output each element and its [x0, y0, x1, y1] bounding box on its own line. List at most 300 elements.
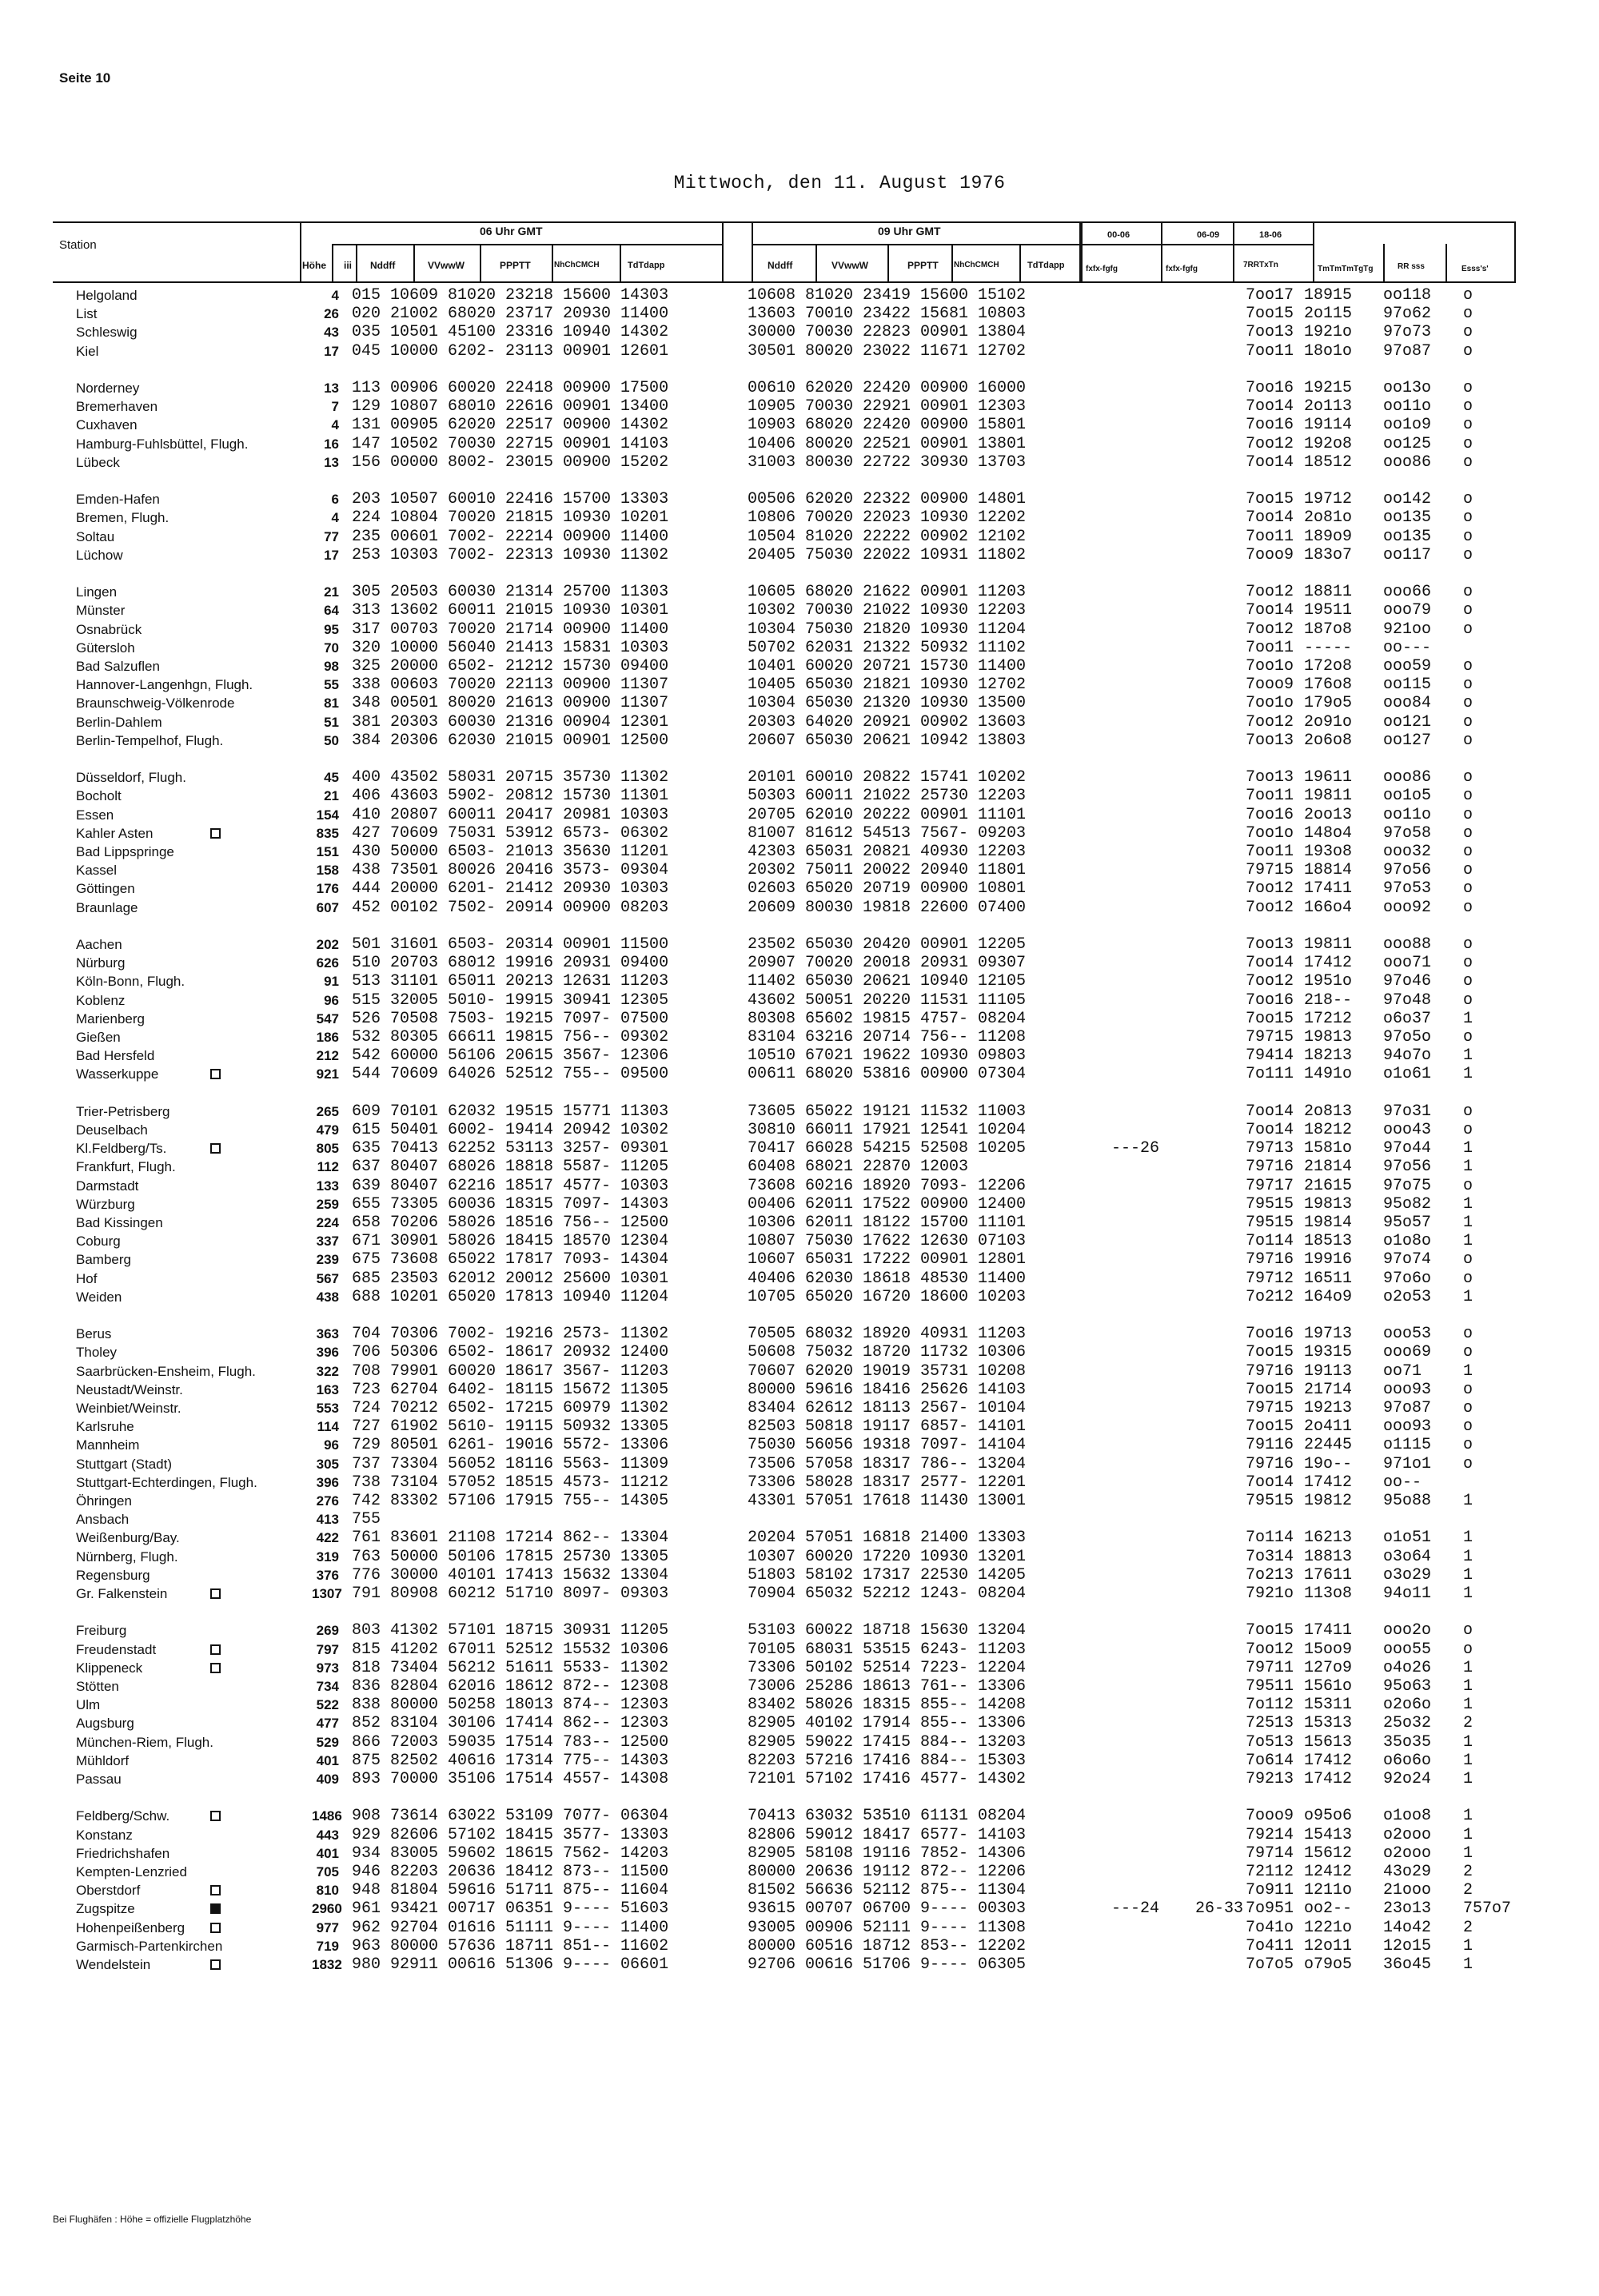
precipitation-group: 95o63 — [1383, 1677, 1432, 1696]
obs-09-values: 70105 68031 53515 6243- 11203 — [748, 1640, 1027, 1659]
sunshine-group: 1 — [1463, 1844, 1473, 1863]
station-height: 50 — [324, 733, 339, 748]
precipitation-group: ooo43 — [1383, 1121, 1432, 1139]
extra-18-06: 7o213 — [1246, 1566, 1294, 1584]
station-name: Bad Salzuflen — [76, 659, 160, 674]
station-name: Marienberg — [76, 1011, 145, 1026]
station-name: Weiden — [76, 1290, 122, 1305]
table-row — [0, 787, 1599, 805]
table-row — [0, 824, 1599, 843]
obs-06-values: 400 43502 58031 20715 35730 11302 — [352, 768, 669, 787]
obs-09-values: 10605 68020 21622 00901 11203 — [748, 583, 1027, 601]
extra-18-06: 7oo12 — [1246, 1640, 1294, 1659]
station-height: 163 — [316, 1382, 339, 1397]
sunshine-group: 1 — [1463, 1065, 1473, 1083]
obs-06-values: 776 30000 40101 17413 15632 13304 — [352, 1566, 669, 1584]
sunshine-group: 1 — [1463, 1733, 1473, 1752]
temperature-group: 193o8 — [1304, 843, 1353, 861]
station-height: 269 — [316, 1623, 339, 1638]
open-square-icon — [210, 1959, 221, 1970]
table-row — [0, 1214, 1599, 1232]
station-name: Klippeneck — [76, 1660, 143, 1676]
precipitation-group: oo135 — [1383, 528, 1432, 546]
table-row — [0, 972, 1599, 991]
temperature-group: 192o8 — [1304, 435, 1353, 453]
obs-09-values: 23502 65030 20420 00901 12205 — [748, 935, 1027, 954]
extra-18-06: 7oo14 — [1246, 453, 1294, 472]
station-height: 337 — [316, 1234, 339, 1249]
table-row — [0, 1102, 1599, 1121]
station-name: Bad Lippspringe — [76, 844, 174, 859]
extra-18-06: 7o911 — [1246, 1881, 1294, 1899]
temperature-group: 1211o — [1304, 1881, 1353, 1899]
station-height: 239 — [316, 1252, 339, 1267]
temperature-group: 172o8 — [1304, 657, 1353, 676]
obs-09-values: 20303 64020 20921 00902 13603 — [748, 713, 1027, 731]
obs-09-values: 10510 67021 19622 10930 09803 — [748, 1046, 1027, 1065]
station-name: Aachen — [76, 937, 122, 952]
table-row — [0, 620, 1599, 639]
table-row — [0, 1028, 1599, 1046]
temperature-group: 17611 — [1304, 1566, 1353, 1584]
obs-09-values: 43301 57051 17618 11430 13001 — [748, 1492, 1027, 1510]
obs-09-values: 10905 70030 22921 00901 12303 — [748, 397, 1027, 416]
obs-06-values: 791 80908 60212 51710 8097- 09303 — [352, 1584, 669, 1603]
station-name: Neustadt/Weinstr. — [76, 1382, 183, 1397]
sunshine-group: o — [1463, 583, 1473, 601]
table-row — [0, 954, 1599, 972]
station-height: 13 — [324, 381, 339, 396]
extra-18-06: 79713 — [1246, 1139, 1294, 1158]
extra-18-06: 7oo13 — [1246, 935, 1294, 954]
obs-09-values: 00406 62011 17522 00900 12400 — [748, 1195, 1027, 1214]
sunshine-group: o — [1463, 490, 1473, 508]
station-name: Weißenburg/Bay. — [76, 1530, 180, 1545]
station-height: 810 — [316, 1883, 339, 1898]
extra-18-06: 7oo15 — [1246, 1343, 1294, 1361]
station-height: 805 — [316, 1141, 339, 1156]
precipitation-group: ooo79 — [1383, 601, 1432, 620]
station-name: Essen — [76, 807, 114, 823]
station-name: Friedrichshafen — [76, 1846, 170, 1861]
extra-18-06: 7oo14 — [1246, 601, 1294, 620]
precipitation-group: 12o15 — [1383, 1937, 1432, 1955]
precipitation-group: ooo53 — [1383, 1325, 1432, 1343]
station-height: 607 — [316, 900, 339, 915]
table-row — [0, 1584, 1599, 1603]
station-height: 43 — [324, 325, 339, 340]
header-hoehe: Höhe — [302, 260, 326, 271]
station-height: 319 — [316, 1549, 339, 1565]
obs-06-values: 738 73104 57052 18515 4573- 11212 — [352, 1473, 669, 1492]
sunshine-group: 1 — [1463, 1139, 1473, 1158]
temperature-group: 19916 — [1304, 1250, 1353, 1269]
obs-09-values: 20101 60010 20822 15741 10202 — [748, 768, 1027, 787]
precipitation-group: oo115 — [1383, 676, 1432, 694]
extra-18-06: 7o7o5 — [1246, 1955, 1294, 1974]
temperature-group: 18813 — [1304, 1548, 1353, 1566]
obs-06-values: 427 70609 75031 53912 6573- 06302 — [352, 824, 669, 843]
obs-09-values: 51803 58102 17317 22530 14205 — [748, 1566, 1027, 1584]
obs-06-values: 510 20703 68012 19916 20931 09400 — [352, 954, 669, 972]
obs-06-values: 381 20303 60030 21316 00904 12301 — [352, 713, 669, 731]
obs-09-values: 80308 65602 19815 4757- 08204 — [748, 1010, 1027, 1028]
obs-06-values: 020 21002 68020 23717 20930 11400 — [352, 305, 669, 323]
obs-09-values: 75030 56056 19318 7097- 14104 — [748, 1436, 1027, 1454]
station-height: 112 — [317, 1159, 339, 1174]
header-06-col: Nddff — [370, 260, 396, 271]
sunshine-group: o — [1463, 1250, 1473, 1269]
station-height: 224 — [316, 1215, 339, 1230]
header-extra-col: fxfx-fgfg — [1086, 265, 1118, 273]
header-sep — [1445, 244, 1447, 281]
temperature-group: 19811 — [1304, 935, 1353, 954]
station-height: 4 — [331, 417, 339, 432]
sunshine-group: 1 — [1463, 1492, 1473, 1510]
precipitation-group: 14o42 — [1383, 1919, 1432, 1937]
extra-18-06: 7o513 — [1246, 1733, 1294, 1752]
table-row — [0, 1195, 1599, 1214]
precipitation-group: oo142 — [1383, 490, 1432, 508]
extra-18-06: 7oo16 — [1246, 1325, 1294, 1343]
extra-18-06: 7oo15 — [1246, 1417, 1294, 1436]
sunshine-group: 1 — [1463, 1807, 1473, 1825]
sunshine-group: o — [1463, 508, 1473, 527]
sunshine-group: o — [1463, 768, 1473, 787]
station-height: 1486 — [312, 1808, 342, 1824]
temperature-group: 19114 — [1304, 416, 1353, 434]
obs-09-values: 50702 62031 21322 50932 11102 — [748, 639, 1027, 657]
temperature-group: 18513 — [1304, 1232, 1353, 1250]
temperature-group: 2o113 — [1304, 397, 1353, 416]
temperature-group: 21814 — [1304, 1158, 1353, 1176]
station-name: Coburg — [76, 1234, 121, 1249]
table-row — [0, 935, 1599, 954]
obs-09-values: 73006 25286 18613 761-- 13306 — [748, 1677, 1027, 1696]
extra-18-06: 79213 — [1246, 1770, 1294, 1788]
station-name: Freudenstadt — [76, 1642, 157, 1657]
station-height: 77 — [324, 529, 339, 544]
table-row — [0, 1158, 1599, 1176]
sunshine-group: o — [1463, 416, 1473, 434]
precipitation-group: o1o8o — [1383, 1232, 1432, 1250]
obs-09-values: 73605 65022 19121 11532 11003 — [748, 1102, 1027, 1121]
station-height: 921 — [316, 1066, 339, 1082]
station-height: 55 — [324, 677, 339, 692]
footnote: Bei Flughäfen : Höhe = offizielle Flugplatzhöhe — [53, 2214, 252, 2225]
obs-09-values: 20204 57051 16818 21400 13303 — [748, 1529, 1027, 1547]
extra-18-06: 7921o — [1246, 1584, 1294, 1603]
temperature-group: 164o9 — [1304, 1288, 1353, 1306]
precipitation-group: oo1o5 — [1383, 787, 1432, 805]
extra-18-06: 7oo16 — [1246, 416, 1294, 434]
page-number: Seite 10 — [59, 70, 111, 86]
obs-09-values: 73506 57058 18317 786-- 13204 — [748, 1455, 1027, 1473]
precipitation-group: 97o73 — [1383, 323, 1432, 341]
station-name: Helgoland — [76, 288, 138, 303]
station-height: 567 — [316, 1271, 339, 1286]
extra-18-06: 7oo12 — [1246, 583, 1294, 601]
obs-09-values: 10304 65030 21320 10930 13500 — [748, 694, 1027, 712]
extra-18-06: 7o114 — [1246, 1232, 1294, 1250]
temperature-group: 19812 — [1304, 1492, 1353, 1510]
temperature-group: 179o5 — [1304, 694, 1353, 712]
extra-18-06: 7oo1o — [1246, 657, 1294, 676]
header-group-extra — [1081, 221, 1516, 283]
station-height: 17 — [324, 344, 339, 359]
obs-09-values: 70505 68032 18920 40931 11203 — [748, 1325, 1027, 1343]
obs-06-values: 688 10201 65020 17813 10940 11204 — [352, 1288, 669, 1306]
extra-18-06: 72112 — [1246, 1863, 1294, 1881]
station-name: Augsburg — [76, 1716, 134, 1731]
temperature-group: 18915 — [1304, 286, 1353, 305]
sunshine-group: 1 — [1463, 1548, 1473, 1566]
station-name: Soltau — [76, 529, 115, 544]
sunshine-group: o — [1463, 1640, 1473, 1659]
extra-18-06: 7oo14 — [1246, 954, 1294, 972]
sunshine-group: 1 — [1463, 1696, 1473, 1714]
obs-06-values: 235 00601 7002- 22214 00900 11400 — [352, 528, 669, 546]
sunshine-group: o — [1463, 453, 1473, 472]
obs-09-values: 10401 60020 20721 15730 11400 — [748, 657, 1027, 676]
precipitation-group: oo11o — [1383, 397, 1432, 416]
obs-06-values: 384 20306 62030 21015 00901 12500 — [352, 731, 669, 750]
obs-06-values: 338 00603 70020 22113 00900 11307 — [352, 676, 669, 694]
obs-06-values: 934 83005 59602 18615 7562- 14203 — [352, 1844, 669, 1863]
obs-09-values: 81007 81612 54513 7567- 09203 — [748, 824, 1027, 843]
station-height: 96 — [324, 993, 339, 1008]
obs-09-values: 10608 81020 23419 15600 15102 — [748, 286, 1027, 305]
station-name: Hamburg-Fuhlsbüttel, Flugh. — [76, 436, 249, 452]
temperature-group: 1221o — [1304, 1919, 1353, 1937]
obs-09-values: 43602 50051 20220 11531 11105 — [748, 991, 1027, 1010]
station-height: 7 — [331, 399, 339, 414]
sunshine-group: o — [1463, 1621, 1473, 1640]
station-name: Cuxhaven — [76, 417, 138, 432]
station-name: Emden-Hafen — [76, 492, 160, 507]
precipitation-group: o3o64 — [1383, 1548, 1432, 1566]
obs-09-values: 83402 58026 18315 855-- 14208 — [748, 1696, 1027, 1714]
precipitation-group: 97o74 — [1383, 1250, 1432, 1269]
station-name: Konstanz — [76, 1828, 133, 1843]
header-sep — [552, 244, 553, 281]
header-extra-col: fxfx-fgfg — [1166, 265, 1198, 273]
obs-06-values: 723 62704 6402- 18115 15672 11305 — [352, 1381, 669, 1399]
header-09-title: 09 Uhr GMT — [878, 225, 941, 237]
obs-06-values: 729 80501 6261- 19016 5572- 13306 — [352, 1436, 669, 1454]
obs-06-values: 961 93421 00717 06351 9---- 51603 — [352, 1899, 669, 1918]
station-height: 529 — [316, 1735, 339, 1750]
station-name: Bad Hersfeld — [76, 1048, 155, 1063]
temperature-group: 17412 — [1304, 954, 1353, 972]
station-name: Kiel — [76, 344, 99, 359]
station-height: 176 — [316, 881, 339, 896]
table-row — [0, 583, 1599, 601]
station-height: 401 — [316, 1846, 339, 1861]
station-height: 479 — [316, 1122, 339, 1138]
obs-09-values: 80000 59616 18416 25626 14103 — [748, 1381, 1027, 1399]
temperature-group: 1581o — [1304, 1139, 1353, 1158]
precipitation-group: 97o62 — [1383, 305, 1432, 323]
table-row — [0, 1010, 1599, 1028]
station-name: Stuttgart (Stadt) — [76, 1457, 172, 1472]
extra-00-06: ---26 — [1111, 1139, 1160, 1158]
temperature-group: 2o411 — [1304, 1417, 1353, 1436]
temperature-group: 218-- — [1304, 991, 1353, 1010]
extra-18-06: 7o111 — [1246, 1065, 1294, 1083]
station-name: Göttingen — [76, 881, 135, 896]
temperature-group: 12412 — [1304, 1863, 1353, 1881]
temperature-group: 17411 — [1304, 1621, 1353, 1640]
temperature-group: 15613 — [1304, 1733, 1353, 1752]
obs-09-values: 82806 59012 18417 6577- 14103 — [748, 1826, 1027, 1844]
obs-09-values: 30000 70030 22823 00901 13804 — [748, 323, 1027, 341]
obs-06-values: 045 10000 6202- 23113 00901 12601 — [352, 342, 669, 361]
header-sep — [1161, 221, 1162, 281]
obs-06-values: 609 70101 62032 19515 15771 11303 — [352, 1102, 669, 1121]
precipitation-group: oo118 — [1383, 286, 1432, 305]
precipitation-group: ooo86 — [1383, 768, 1432, 787]
header-extra-col: Esss's' — [1461, 265, 1489, 273]
table-row — [0, 601, 1599, 620]
header-sep — [887, 244, 889, 281]
obs-09-values: 10406 80020 22521 00901 13801 — [748, 435, 1027, 453]
obs-06-values: 035 10501 45100 23316 10940 14302 — [352, 323, 669, 341]
station-height: 626 — [316, 955, 339, 971]
table-row — [0, 1899, 1599, 1918]
obs-09-values: 20302 75011 20022 20940 11801 — [748, 861, 1027, 879]
sunshine-group: o — [1463, 546, 1473, 564]
obs-06-values: 818 73404 56212 51611 5533- 11302 — [352, 1659, 669, 1677]
station-name: Gießen — [76, 1030, 121, 1045]
obs-06-values: 501 31601 6503- 20314 00901 11500 — [352, 935, 669, 954]
station-name: Zugspitze — [76, 1901, 135, 1916]
table-row — [0, 1455, 1599, 1473]
obs-06-values: 325 20000 6502- 21212 15730 09400 — [352, 657, 669, 676]
table-row — [0, 676, 1599, 694]
precipitation-group: 95o57 — [1383, 1214, 1432, 1232]
station-name: Braunlage — [76, 900, 138, 915]
extra-18-06: 79716 — [1246, 1362, 1294, 1381]
temperature-group: 18811 — [1304, 583, 1353, 601]
extra-18-06: 79515 — [1246, 1492, 1294, 1510]
precipitation-group: 23o13 — [1383, 1899, 1432, 1918]
station-name: Öhringen — [76, 1493, 132, 1509]
table-row — [0, 1492, 1599, 1510]
obs-09-values: 42303 65031 20821 40930 12203 — [748, 843, 1027, 861]
obs-06-values: 348 00501 80020 21613 00900 11307 — [352, 694, 669, 712]
obs-09-values: 10304 75030 21820 10930 11204 — [748, 620, 1027, 639]
station-name: Schleswig — [76, 325, 138, 340]
temperature-group: 18o1o — [1304, 342, 1353, 361]
extra-18-06: 7oo12 — [1246, 879, 1294, 898]
station-height: 797 — [316, 1642, 339, 1657]
sunshine-group: 1 — [1463, 1362, 1473, 1381]
station-name: Passau — [76, 1772, 122, 1787]
temperature-group: 19813 — [1304, 1195, 1353, 1214]
obs-09-values: 81502 56636 52112 875-- 11304 — [748, 1881, 1027, 1899]
obs-06-values: 113 00906 60020 22418 00900 17500 — [352, 379, 669, 397]
header-sep — [413, 244, 415, 281]
obs-06-values: 129 10807 68010 22616 00901 13400 — [352, 397, 669, 416]
obs-09-values: 10306 62011 18122 15700 11101 — [748, 1214, 1027, 1232]
station-height: 443 — [316, 1828, 339, 1843]
table-row — [0, 1362, 1599, 1381]
obs-09-values: 13603 70010 23422 15681 10803 — [748, 305, 1027, 323]
extra-18-06: 7oo14 — [1246, 397, 1294, 416]
obs-06-values: 724 70212 6502- 17215 60979 11302 — [352, 1399, 669, 1417]
temperature-group: 15413 — [1304, 1826, 1353, 1844]
temperature-group: 22445 — [1304, 1436, 1353, 1454]
table-row — [0, 806, 1599, 824]
precipitation-group: ooo84 — [1383, 694, 1432, 712]
station-name: Nürburg — [76, 955, 126, 971]
extra-18-06: 79715 — [1246, 1028, 1294, 1046]
obs-09-values: 10705 65020 16720 18600 10203 — [748, 1288, 1027, 1306]
station-name: Münster — [76, 603, 126, 618]
table-row — [0, 639, 1599, 657]
station-height: 396 — [316, 1345, 339, 1360]
extra-18-06: 79712 — [1246, 1270, 1294, 1288]
header-06-col: NhChCMCH — [554, 261, 600, 269]
station-name: Feldberg/Schw. — [76, 1808, 170, 1824]
temperature-group: 127o9 — [1304, 1659, 1353, 1677]
station-name: Stötten — [76, 1679, 119, 1694]
station-height: 719 — [316, 1939, 339, 1954]
header-sep — [1019, 244, 1021, 281]
temperature-group: 18512 — [1304, 453, 1353, 472]
station-height: 154 — [316, 807, 339, 823]
sunshine-group: o — [1463, 1343, 1473, 1361]
temperature-group: 19o-- — [1304, 1455, 1353, 1473]
extra-18-06: 7oo11 — [1246, 639, 1294, 657]
temperature-group: 18212 — [1304, 1121, 1353, 1139]
precipitation-group: 92o24 — [1383, 1770, 1432, 1788]
precipitation-group: ooo69 — [1383, 1343, 1432, 1361]
temperature-group: 12o11 — [1304, 1937, 1353, 1955]
precipitation-group: 94o7o — [1383, 1046, 1432, 1065]
station-name: Mannheim — [76, 1437, 140, 1453]
extra-18-06: 79715 — [1246, 861, 1294, 879]
header-sep — [332, 244, 333, 281]
obs-09-values: 00610 62020 22420 00900 16000 — [748, 379, 1027, 397]
obs-06-values: 156 00000 8002- 23015 00900 15202 — [352, 453, 669, 472]
precipitation-group: 94o11 — [1383, 1584, 1432, 1603]
obs-06-values: 948 81804 59616 51711 875-- 11604 — [352, 1881, 669, 1899]
date-heading: Mittwoch, den 11. August 1976 — [673, 173, 1006, 193]
table-row — [0, 1770, 1599, 1788]
obs-09-values: 20405 75030 22022 10931 11802 — [748, 546, 1027, 564]
obs-06-values: 671 30901 58026 18415 18570 12304 — [352, 1232, 669, 1250]
extra-18-06: 7oo14 — [1246, 508, 1294, 527]
station-name: Koblenz — [76, 993, 126, 1008]
station-name: Wendelstein — [76, 1957, 151, 1972]
sunshine-group: 1 — [1463, 1566, 1473, 1584]
station-name: Trier-Petrisberg — [76, 1104, 170, 1119]
header-09-col: TdTdapp — [1027, 261, 1065, 270]
temperature-group: 1561o — [1304, 1677, 1353, 1696]
table-row — [0, 694, 1599, 712]
extra-18-06: 7oo15 — [1246, 305, 1294, 323]
temperature-group: 2o6o8 — [1304, 731, 1353, 750]
obs-09-values: 92706 00616 51706 9---- 06305 — [748, 1955, 1027, 1974]
temperature-group: 166o4 — [1304, 899, 1353, 917]
table-row — [0, 1121, 1599, 1139]
temperature-group: 18213 — [1304, 1046, 1353, 1065]
extra-18-06: 7oo13 — [1246, 731, 1294, 750]
station-name: List — [76, 306, 98, 321]
station-height: 64 — [324, 603, 339, 618]
